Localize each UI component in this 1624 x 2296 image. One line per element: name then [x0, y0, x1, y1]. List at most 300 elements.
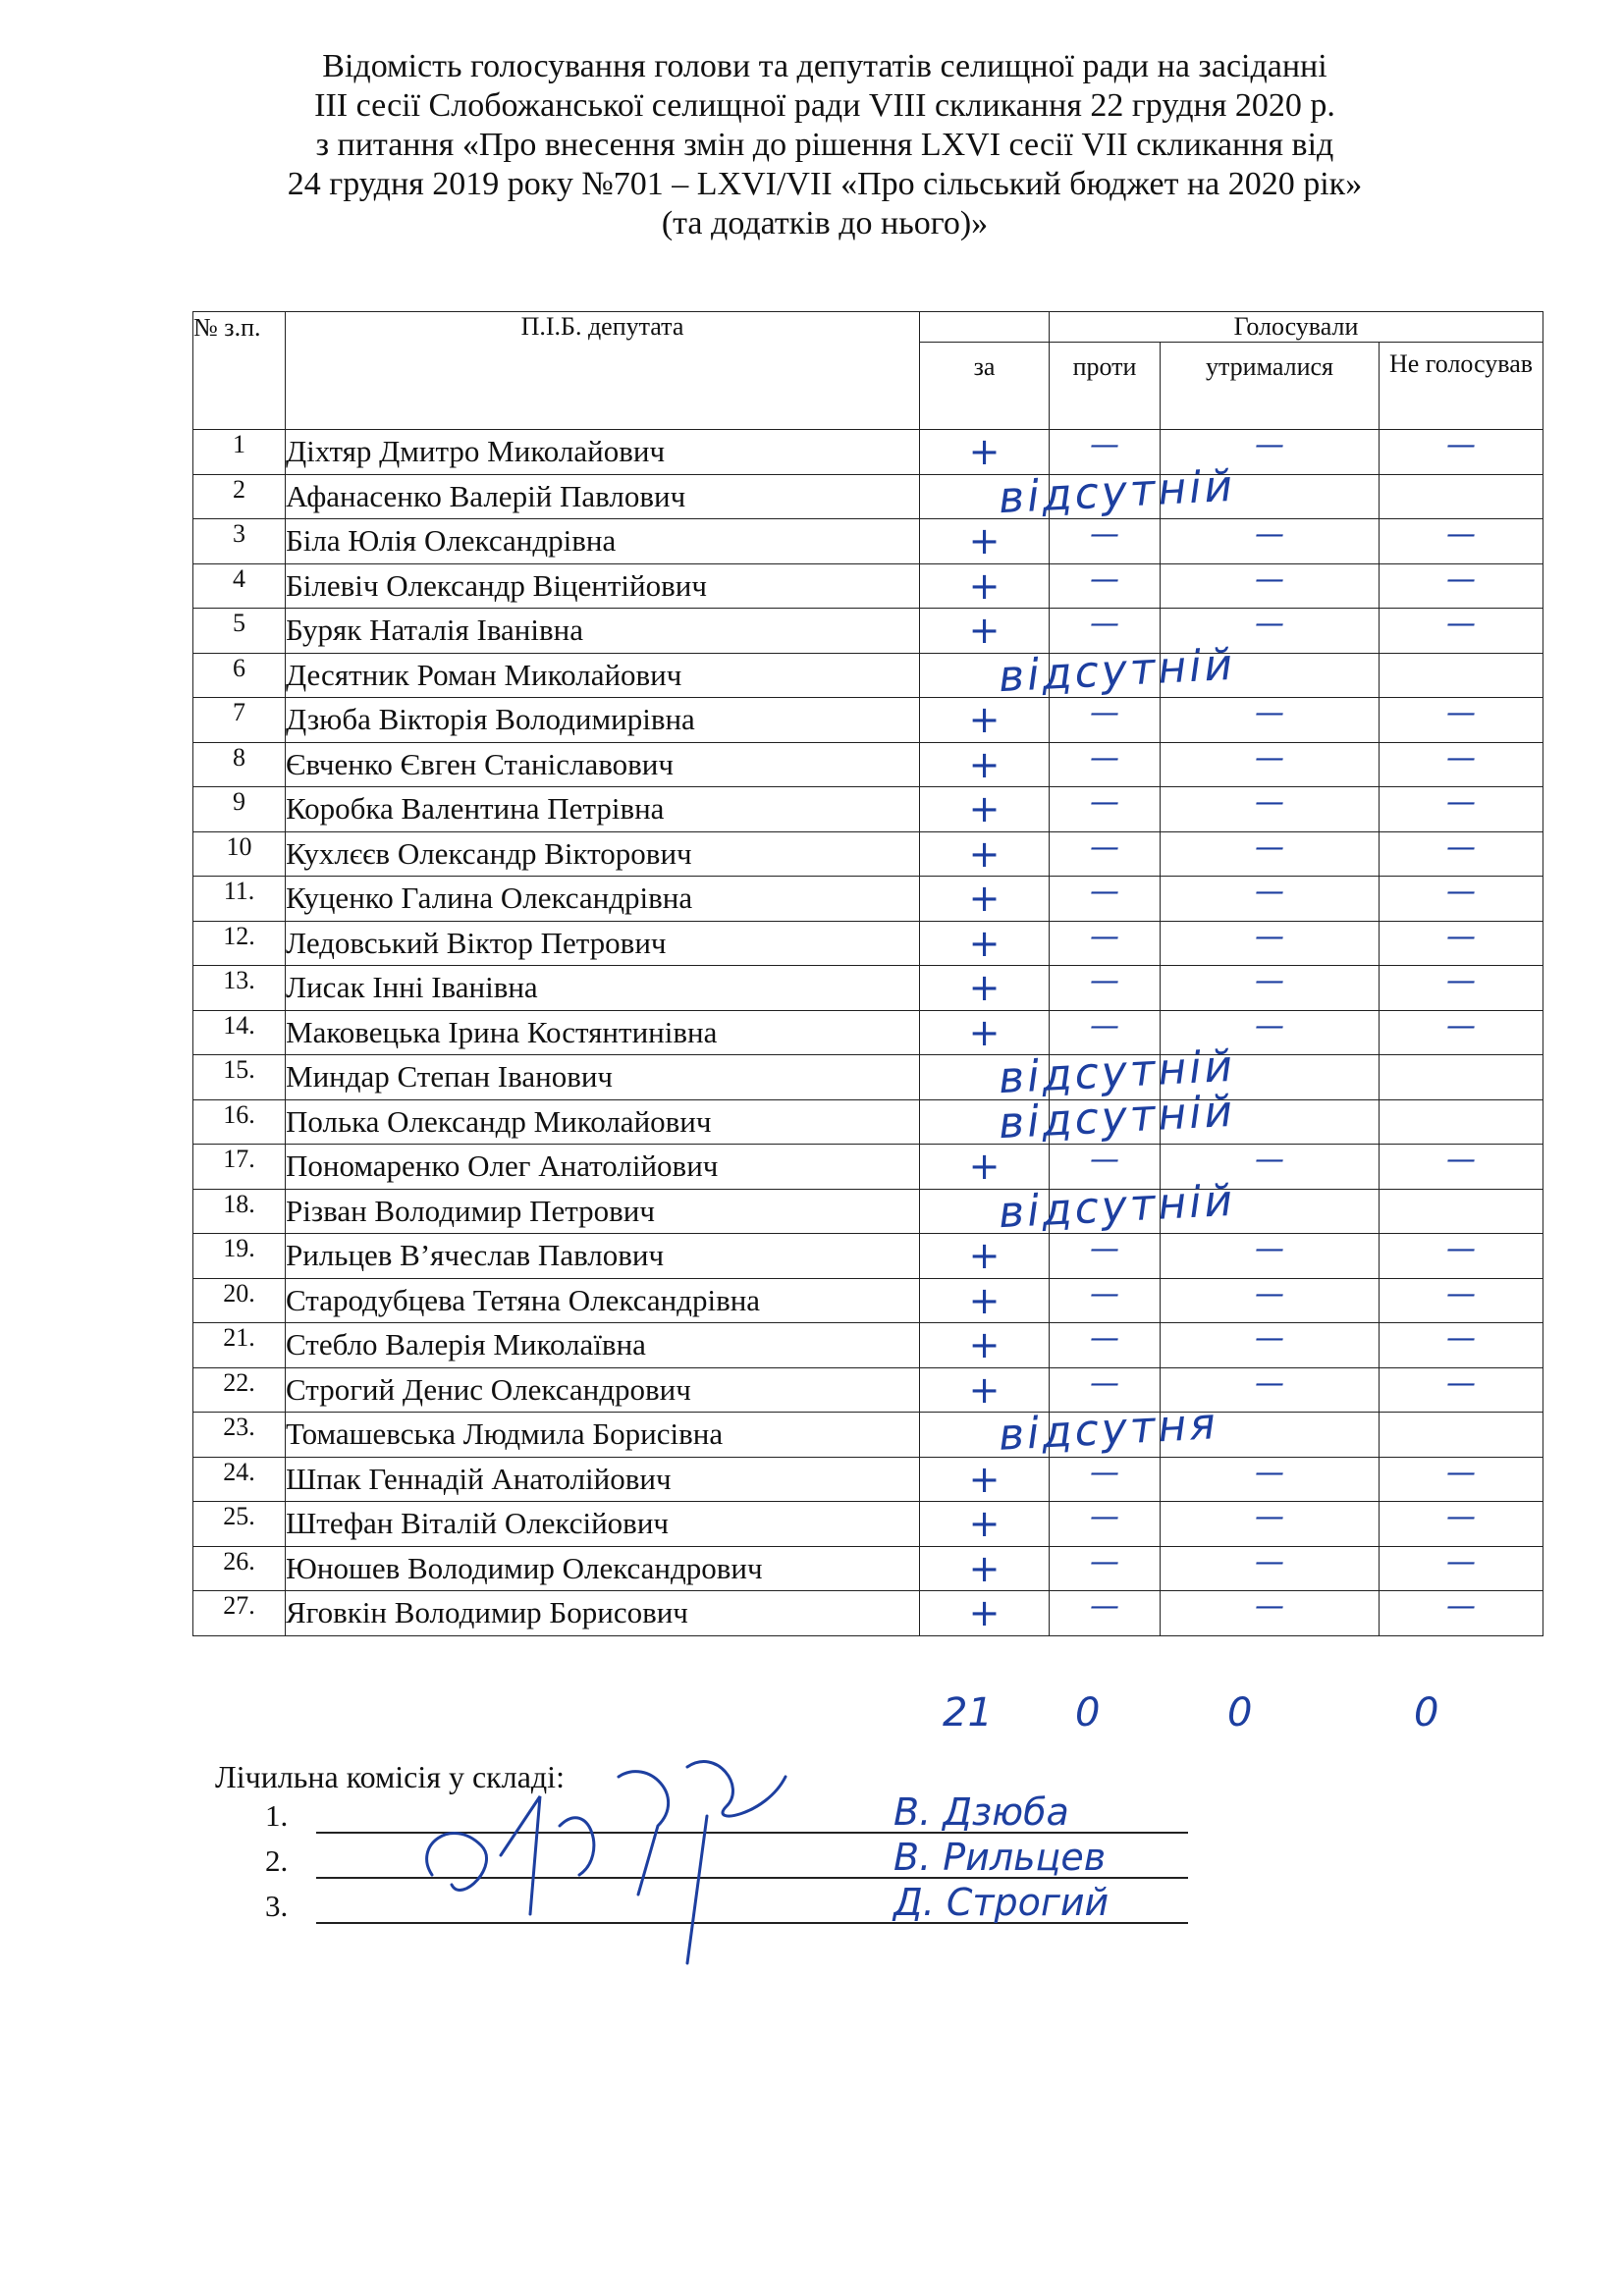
dash-mark: — [1090, 1276, 1119, 1311]
vote-for-cell [920, 831, 1050, 877]
vote-against-cell [1050, 653, 1161, 698]
member-name: Д. Строгий [893, 1881, 1110, 1924]
dash-mark: — [1255, 829, 1284, 865]
vote-not-voted-cell [1380, 1189, 1543, 1234]
deputy-name: Кухлєєв Олександр Вікторович [286, 831, 920, 877]
deputy-name: Штефан Віталій Олексійович [286, 1502, 920, 1547]
vote-abstain-cell [1161, 1278, 1380, 1323]
deputy-name: Десятник Роман Миколайович [286, 653, 920, 698]
vote-not-voted-cell [1380, 1367, 1543, 1413]
table-row [193, 1546, 1543, 1591]
dash-mark: — [1090, 561, 1119, 597]
deputy-name: Буряк Наталія Іванівна [286, 609, 920, 654]
deputy-name: Рильцев В’ячеслав Павлович [286, 1234, 920, 1279]
dash-mark: — [1446, 964, 1476, 999]
dash-mark: — [1090, 607, 1119, 642]
vote-not-voted-cell [1380, 1413, 1543, 1458]
vote-against-cell [1050, 609, 1161, 654]
header-abstained: утрималися [1161, 343, 1380, 430]
total-abstained: 0 [1227, 1690, 1253, 1735]
plus-mark: + [968, 966, 1001, 1010]
header-blank [920, 312, 1050, 343]
row-number: 24. [193, 1457, 286, 1502]
vote-abstain-cell [1161, 1234, 1380, 1279]
dash-mark: — [1255, 517, 1284, 553]
member-name: В. Дзюба [893, 1790, 1069, 1834]
row-number: 13. [193, 966, 286, 1011]
dash-mark: — [1255, 785, 1284, 821]
table-row [193, 1457, 1543, 1502]
dash-mark: — [1446, 561, 1476, 597]
dash-mark: — [1446, 1589, 1476, 1625]
vote-abstain-cell [1161, 653, 1380, 698]
vote-for-cell [920, 1041, 1237, 1104]
vote-abstain-cell [1161, 966, 1380, 1011]
total-against: 0 [1075, 1690, 1101, 1735]
absent-note: відсутній [997, 1041, 1237, 1104]
plus-mark: + [968, 742, 1001, 786]
vote-for-cell [920, 921, 1050, 966]
vote-for-cell [920, 609, 1050, 654]
dash-mark: — [1255, 1365, 1284, 1401]
plus-mark: + [968, 1502, 1001, 1546]
row-number: 22. [193, 1367, 286, 1413]
vote-not-voted-cell [1380, 1055, 1543, 1100]
table-row [193, 1591, 1543, 1636]
deputy-name: Коробка Валентина Петрівна [286, 787, 920, 832]
dash-mark: — [1090, 1321, 1119, 1357]
row-number: 19. [193, 1234, 286, 1279]
vote-abstain-cell [1161, 787, 1380, 832]
vote-not-voted-cell [1380, 563, 1543, 609]
vote-abstain-cell [1161, 1189, 1380, 1234]
dash-mark: — [1255, 1544, 1284, 1579]
vote-for-cell [920, 1546, 1050, 1591]
header-name: П.І.Б. депутата [286, 312, 920, 430]
table-row [193, 1145, 1543, 1190]
table-row [193, 877, 1543, 922]
vote-abstain-cell [1161, 474, 1380, 519]
dash-mark: — [1446, 696, 1476, 731]
row-number: 21. [193, 1323, 286, 1368]
vote-for-cell [920, 787, 1050, 832]
deputy-name: Ледовський Віктор Петрович [286, 921, 920, 966]
vote-not-voted-cell [1380, 609, 1543, 654]
vote-against-cell [1050, 519, 1161, 564]
vote-abstain-cell [1161, 831, 1380, 877]
row-number: 16. [193, 1099, 286, 1145]
absent-note: відсутній [997, 1175, 1237, 1238]
dash-mark: — [1255, 607, 1284, 642]
plus-mark: + [968, 877, 1001, 921]
dash-mark: — [1090, 964, 1119, 999]
table-row [193, 921, 1543, 966]
dash-mark: — [1255, 1455, 1284, 1490]
vote-against-cell [1050, 921, 1161, 966]
header-against: проти [1050, 343, 1161, 430]
vote-against-cell [1050, 1502, 1161, 1547]
dash-mark: — [1446, 919, 1476, 954]
vote-not-voted-cell [1380, 430, 1543, 475]
plus-mark: + [968, 1457, 1001, 1501]
vote-against-cell [1050, 474, 1161, 519]
dash-mark: — [1446, 517, 1476, 553]
vote-abstain-cell [1161, 742, 1380, 787]
vote-for-cell [920, 563, 1050, 609]
dash-mark: — [1446, 607, 1476, 642]
dash-mark: — [1446, 875, 1476, 910]
vote-abstain-cell [1161, 609, 1380, 654]
vote-abstain-cell [1161, 1502, 1380, 1547]
plus-mark: + [968, 921, 1001, 965]
dash-mark: — [1090, 1232, 1119, 1267]
dash-mark: — [1446, 1232, 1476, 1267]
deputy-name: Афанасенко Валерій Павлович [286, 474, 920, 519]
table-row [193, 1055, 1543, 1100]
table-row [193, 831, 1543, 877]
table-row [193, 563, 1543, 609]
deputy-name: Шпак Геннадій Анатолійович [286, 1457, 920, 1502]
vote-for-cell [920, 877, 1050, 922]
vote-not-voted-cell [1380, 966, 1543, 1011]
vote-against-cell [1050, 1546, 1161, 1591]
dash-mark: — [1090, 1589, 1119, 1625]
dash-mark: — [1446, 1276, 1476, 1311]
dash-mark: — [1090, 829, 1119, 865]
vote-for-cell [920, 430, 1050, 475]
deputy-name: Полька Олександр Миколайович [286, 1099, 920, 1145]
row-number: 11. [193, 877, 286, 922]
deputy-name: Білевіч Олександр Віцентійович [286, 563, 920, 609]
vote-not-voted-cell [1380, 1099, 1543, 1145]
title-line: III сесії Слобожанської селищної ради VIII скликання 22 грудня 2020 р. [314, 87, 1335, 124]
table-row [193, 698, 1543, 743]
deputy-name: Яговкін Володимир Борисович [286, 1591, 920, 1636]
dash-mark: — [1255, 1276, 1284, 1311]
dash-mark: — [1090, 428, 1119, 463]
table-row [193, 1502, 1543, 1547]
vote-not-voted-cell [1380, 1278, 1543, 1323]
table-row [193, 1413, 1543, 1458]
dash-mark: — [1090, 1365, 1119, 1401]
row-number: 3 [193, 519, 286, 564]
document-title [187, 47, 1463, 243]
row-number: 18. [193, 1189, 286, 1234]
vote-for-cell [920, 1086, 1237, 1148]
vote-against-cell [1050, 1591, 1161, 1636]
deputy-name: Стародубцева Тетяна Олександрівна [286, 1278, 920, 1323]
row-number: 8 [193, 742, 286, 787]
dash-mark: — [1090, 696, 1119, 731]
row-number: 15. [193, 1055, 286, 1100]
dash-mark: — [1446, 1143, 1476, 1178]
dash-mark: — [1090, 740, 1119, 775]
dash-mark: — [1255, 875, 1284, 910]
vote-not-voted-cell [1380, 1457, 1543, 1502]
dash-mark: — [1090, 1143, 1119, 1178]
vote-not-voted-cell [1380, 1010, 1543, 1055]
dash-mark: — [1255, 964, 1284, 999]
row-number: 14. [193, 1010, 286, 1055]
total-for: 21 [943, 1690, 993, 1735]
vote-against-cell [1050, 1055, 1161, 1100]
voting-table [192, 311, 1543, 1636]
absent-note: відсутній [997, 460, 1237, 523]
table-row [193, 787, 1543, 832]
vote-against-cell [1050, 430, 1161, 475]
member-number: 2. [265, 1843, 289, 1878]
vote-abstain-cell [1161, 1546, 1380, 1591]
vote-abstain-cell [1161, 921, 1380, 966]
plus-mark: + [968, 430, 1001, 474]
dash-mark: — [1446, 740, 1476, 775]
signature-scrawl [393, 1737, 864, 1973]
dash-mark: — [1255, 1008, 1284, 1043]
dash-mark: — [1090, 875, 1119, 910]
row-number: 27. [193, 1591, 286, 1636]
vote-not-voted-cell [1380, 742, 1543, 787]
vote-for-cell [920, 966, 1050, 1011]
dash-mark: — [1446, 1008, 1476, 1043]
plus-mark: + [968, 698, 1001, 742]
vote-for-cell [920, 1591, 1050, 1636]
vote-not-voted-cell [1380, 653, 1543, 698]
vote-for-cell [920, 1010, 1050, 1055]
vote-against-cell [1050, 1278, 1161, 1323]
vote-abstain-cell [1161, 1145, 1380, 1190]
dash-mark: — [1090, 1008, 1119, 1043]
plus-mark: + [968, 1546, 1001, 1590]
dash-mark: — [1446, 428, 1476, 463]
table-row [193, 1234, 1543, 1279]
dash-mark: — [1090, 1455, 1119, 1490]
plus-mark: + [968, 1323, 1001, 1367]
row-number: 12. [193, 921, 286, 966]
header-voted: Голосували [1050, 312, 1543, 343]
dash-mark: — [1090, 1544, 1119, 1579]
plus-mark: + [968, 1145, 1001, 1189]
total-not-voted: 0 [1414, 1690, 1439, 1735]
absent-note: відсутня [997, 1399, 1219, 1461]
vote-not-voted-cell [1380, 877, 1543, 922]
table-row [193, 1367, 1543, 1413]
dash-mark: — [1255, 1500, 1284, 1535]
vote-abstain-cell [1161, 1413, 1380, 1458]
table-row [193, 1010, 1543, 1055]
dash-mark: — [1255, 1589, 1284, 1625]
row-number: 2 [193, 474, 286, 519]
vote-against-cell [1050, 1010, 1161, 1055]
vote-against-cell [1050, 1189, 1161, 1234]
plus-mark: + [968, 563, 1001, 608]
table-row [193, 1278, 1543, 1323]
row-number: 5 [193, 609, 286, 654]
dash-mark: — [1090, 1500, 1119, 1535]
table-row [193, 1323, 1543, 1368]
deputy-name: Томашевська Людмила Борисівна [286, 1413, 920, 1458]
vote-for-cell [920, 639, 1237, 702]
vote-against-cell [1050, 787, 1161, 832]
vote-abstain-cell [1161, 877, 1380, 922]
row-number: 26. [193, 1546, 286, 1591]
member-number: 1. [265, 1798, 289, 1833]
vote-abstain-cell [1161, 1323, 1380, 1368]
dash-mark: — [1255, 1143, 1284, 1178]
plus-mark: + [968, 1234, 1001, 1278]
vote-for-cell [920, 1502, 1050, 1547]
vote-not-voted-cell [1380, 921, 1543, 966]
vote-abstain-cell [1161, 698, 1380, 743]
vote-for-cell [920, 1234, 1050, 1279]
row-number: 4 [193, 563, 286, 609]
dash-mark: — [1446, 1500, 1476, 1535]
deputy-name: Куценко Галина Олександрівна [286, 877, 920, 922]
row-number: 20. [193, 1278, 286, 1323]
deputy-name: Євченко Євген Станіславович [286, 742, 920, 787]
vote-against-cell [1050, 698, 1161, 743]
dash-mark: — [1255, 919, 1284, 954]
vote-for-cell [920, 460, 1237, 523]
absent-note: відсутній [997, 639, 1237, 702]
vote-against-cell [1050, 1145, 1161, 1190]
vote-for-cell [920, 1399, 1219, 1461]
vote-not-voted-cell [1380, 1591, 1543, 1636]
table-row [193, 966, 1543, 1011]
dash-mark: — [1090, 785, 1119, 821]
plus-mark: + [968, 1278, 1001, 1322]
title-line: 24 грудня 2019 року №701 – LXVI/VII «Про сільський бюджет на 2020 рік» [287, 166, 1363, 202]
deputy-name: Пономаренко Олег Анатолійович [286, 1145, 920, 1190]
title-line: Відомість голосування голови та депутатів селищної ради на засіданні [322, 48, 1327, 84]
deputy-name: Юношев Володимир Олександрович [286, 1546, 920, 1591]
vote-not-voted-cell [1380, 698, 1543, 743]
table-row [193, 609, 1543, 654]
vote-against-cell [1050, 1413, 1161, 1458]
member-number: 3. [265, 1889, 289, 1923]
vote-not-voted-cell [1380, 831, 1543, 877]
vote-not-voted-cell [1380, 474, 1543, 519]
vote-not-voted-cell [1380, 519, 1543, 564]
vote-for-cell [920, 1367, 1050, 1413]
dash-mark: — [1255, 696, 1284, 731]
deputy-name: Біла Юлія Олександрівна [286, 519, 920, 564]
vote-not-voted-cell [1380, 1234, 1543, 1279]
vote-not-voted-cell [1380, 1546, 1543, 1591]
vote-against-cell [1050, 742, 1161, 787]
vote-abstain-cell [1161, 1457, 1380, 1502]
plus-mark: + [968, 1367, 1001, 1412]
dash-mark: — [1090, 919, 1119, 954]
vote-against-cell [1050, 831, 1161, 877]
deputy-name: Стебло Валерія Миколаївна [286, 1323, 920, 1368]
vote-not-voted-cell [1380, 787, 1543, 832]
deputy-name: Дзюба Вікторія Володимирівна [286, 698, 920, 743]
table-row [193, 1189, 1543, 1234]
vote-abstain-cell [1161, 1055, 1380, 1100]
plus-mark: + [968, 1591, 1001, 1635]
vote-against-cell [1050, 1457, 1161, 1502]
vote-not-voted-cell [1380, 1323, 1543, 1368]
plus-mark: + [968, 787, 1001, 831]
header-number: № з.п. [193, 312, 286, 430]
title-line: з питання «Про внесення змін до рішення LXVI сесії VII скликання від [315, 127, 1334, 163]
table-row [193, 519, 1543, 564]
dash-mark: — [1446, 785, 1476, 821]
dash-mark: — [1446, 829, 1476, 865]
row-number: 7 [193, 698, 286, 743]
vote-against-cell [1050, 1234, 1161, 1279]
deputy-name: Строгий Денис Олександрович [286, 1367, 920, 1413]
deputy-name: Різван Володимир Петрович [286, 1189, 920, 1234]
vote-not-voted-cell [1380, 1145, 1543, 1190]
vote-against-cell [1050, 563, 1161, 609]
header-for: за [920, 343, 1050, 430]
vote-abstain-cell [1161, 1010, 1380, 1055]
row-number: 1 [193, 430, 286, 475]
dash-mark: — [1090, 517, 1119, 553]
vote-abstain-cell [1161, 519, 1380, 564]
vote-for-cell [920, 1457, 1050, 1502]
dash-mark: — [1446, 1365, 1476, 1401]
member-name: В. Рильцев [893, 1836, 1107, 1879]
plus-mark: + [968, 831, 1001, 876]
deputy-name: Маковецька Ірина Костянтинівна [286, 1010, 920, 1055]
row-number: 6 [193, 653, 286, 698]
vote-against-cell [1050, 877, 1161, 922]
vote-abstain-cell [1161, 1367, 1380, 1413]
deputy-name: Лисак Інні Іванівна [286, 966, 920, 1011]
row-number: 9 [193, 787, 286, 832]
absent-note: відсутній [997, 1086, 1237, 1148]
commission-label: Лічильна комісія у складі: [215, 1759, 565, 1794]
row-number: 23. [193, 1413, 286, 1458]
vote-for-cell [920, 1175, 1237, 1238]
row-number: 10 [193, 831, 286, 877]
table-row [193, 742, 1543, 787]
table-row [193, 653, 1543, 698]
vote-not-voted-cell [1380, 1502, 1543, 1547]
vote-for-cell [920, 1278, 1050, 1323]
dash-mark: — [1446, 1321, 1476, 1357]
vote-for-cell [920, 1145, 1050, 1190]
vote-against-cell [1050, 966, 1161, 1011]
vote-abstain-cell [1161, 1099, 1380, 1145]
vote-for-cell [920, 519, 1050, 564]
plus-mark: + [968, 519, 1001, 563]
vote-for-cell [920, 1323, 1050, 1368]
vote-for-cell [920, 698, 1050, 743]
plus-mark: + [968, 1010, 1001, 1054]
vote-abstain-cell [1161, 563, 1380, 609]
vote-abstain-cell [1161, 1591, 1380, 1636]
dash-mark: — [1255, 740, 1284, 775]
vote-abstain-cell [1161, 430, 1380, 475]
table-row [193, 474, 1543, 519]
vote-against-cell [1050, 1099, 1161, 1145]
row-number: 25. [193, 1502, 286, 1547]
vote-against-cell [1050, 1323, 1161, 1368]
deputy-name: Діхтяр Дмитро Миколайович [286, 430, 920, 475]
header-not-voted: Не голосував [1380, 343, 1543, 430]
vote-for-cell [920, 742, 1050, 787]
plus-mark: + [968, 609, 1001, 653]
dash-mark: — [1255, 428, 1284, 463]
title-line: (та додатків до нього)» [661, 205, 989, 241]
table-row [193, 1099, 1543, 1145]
row-number: 17. [193, 1145, 286, 1190]
vote-against-cell [1050, 1367, 1161, 1413]
dash-mark: — [1446, 1544, 1476, 1579]
